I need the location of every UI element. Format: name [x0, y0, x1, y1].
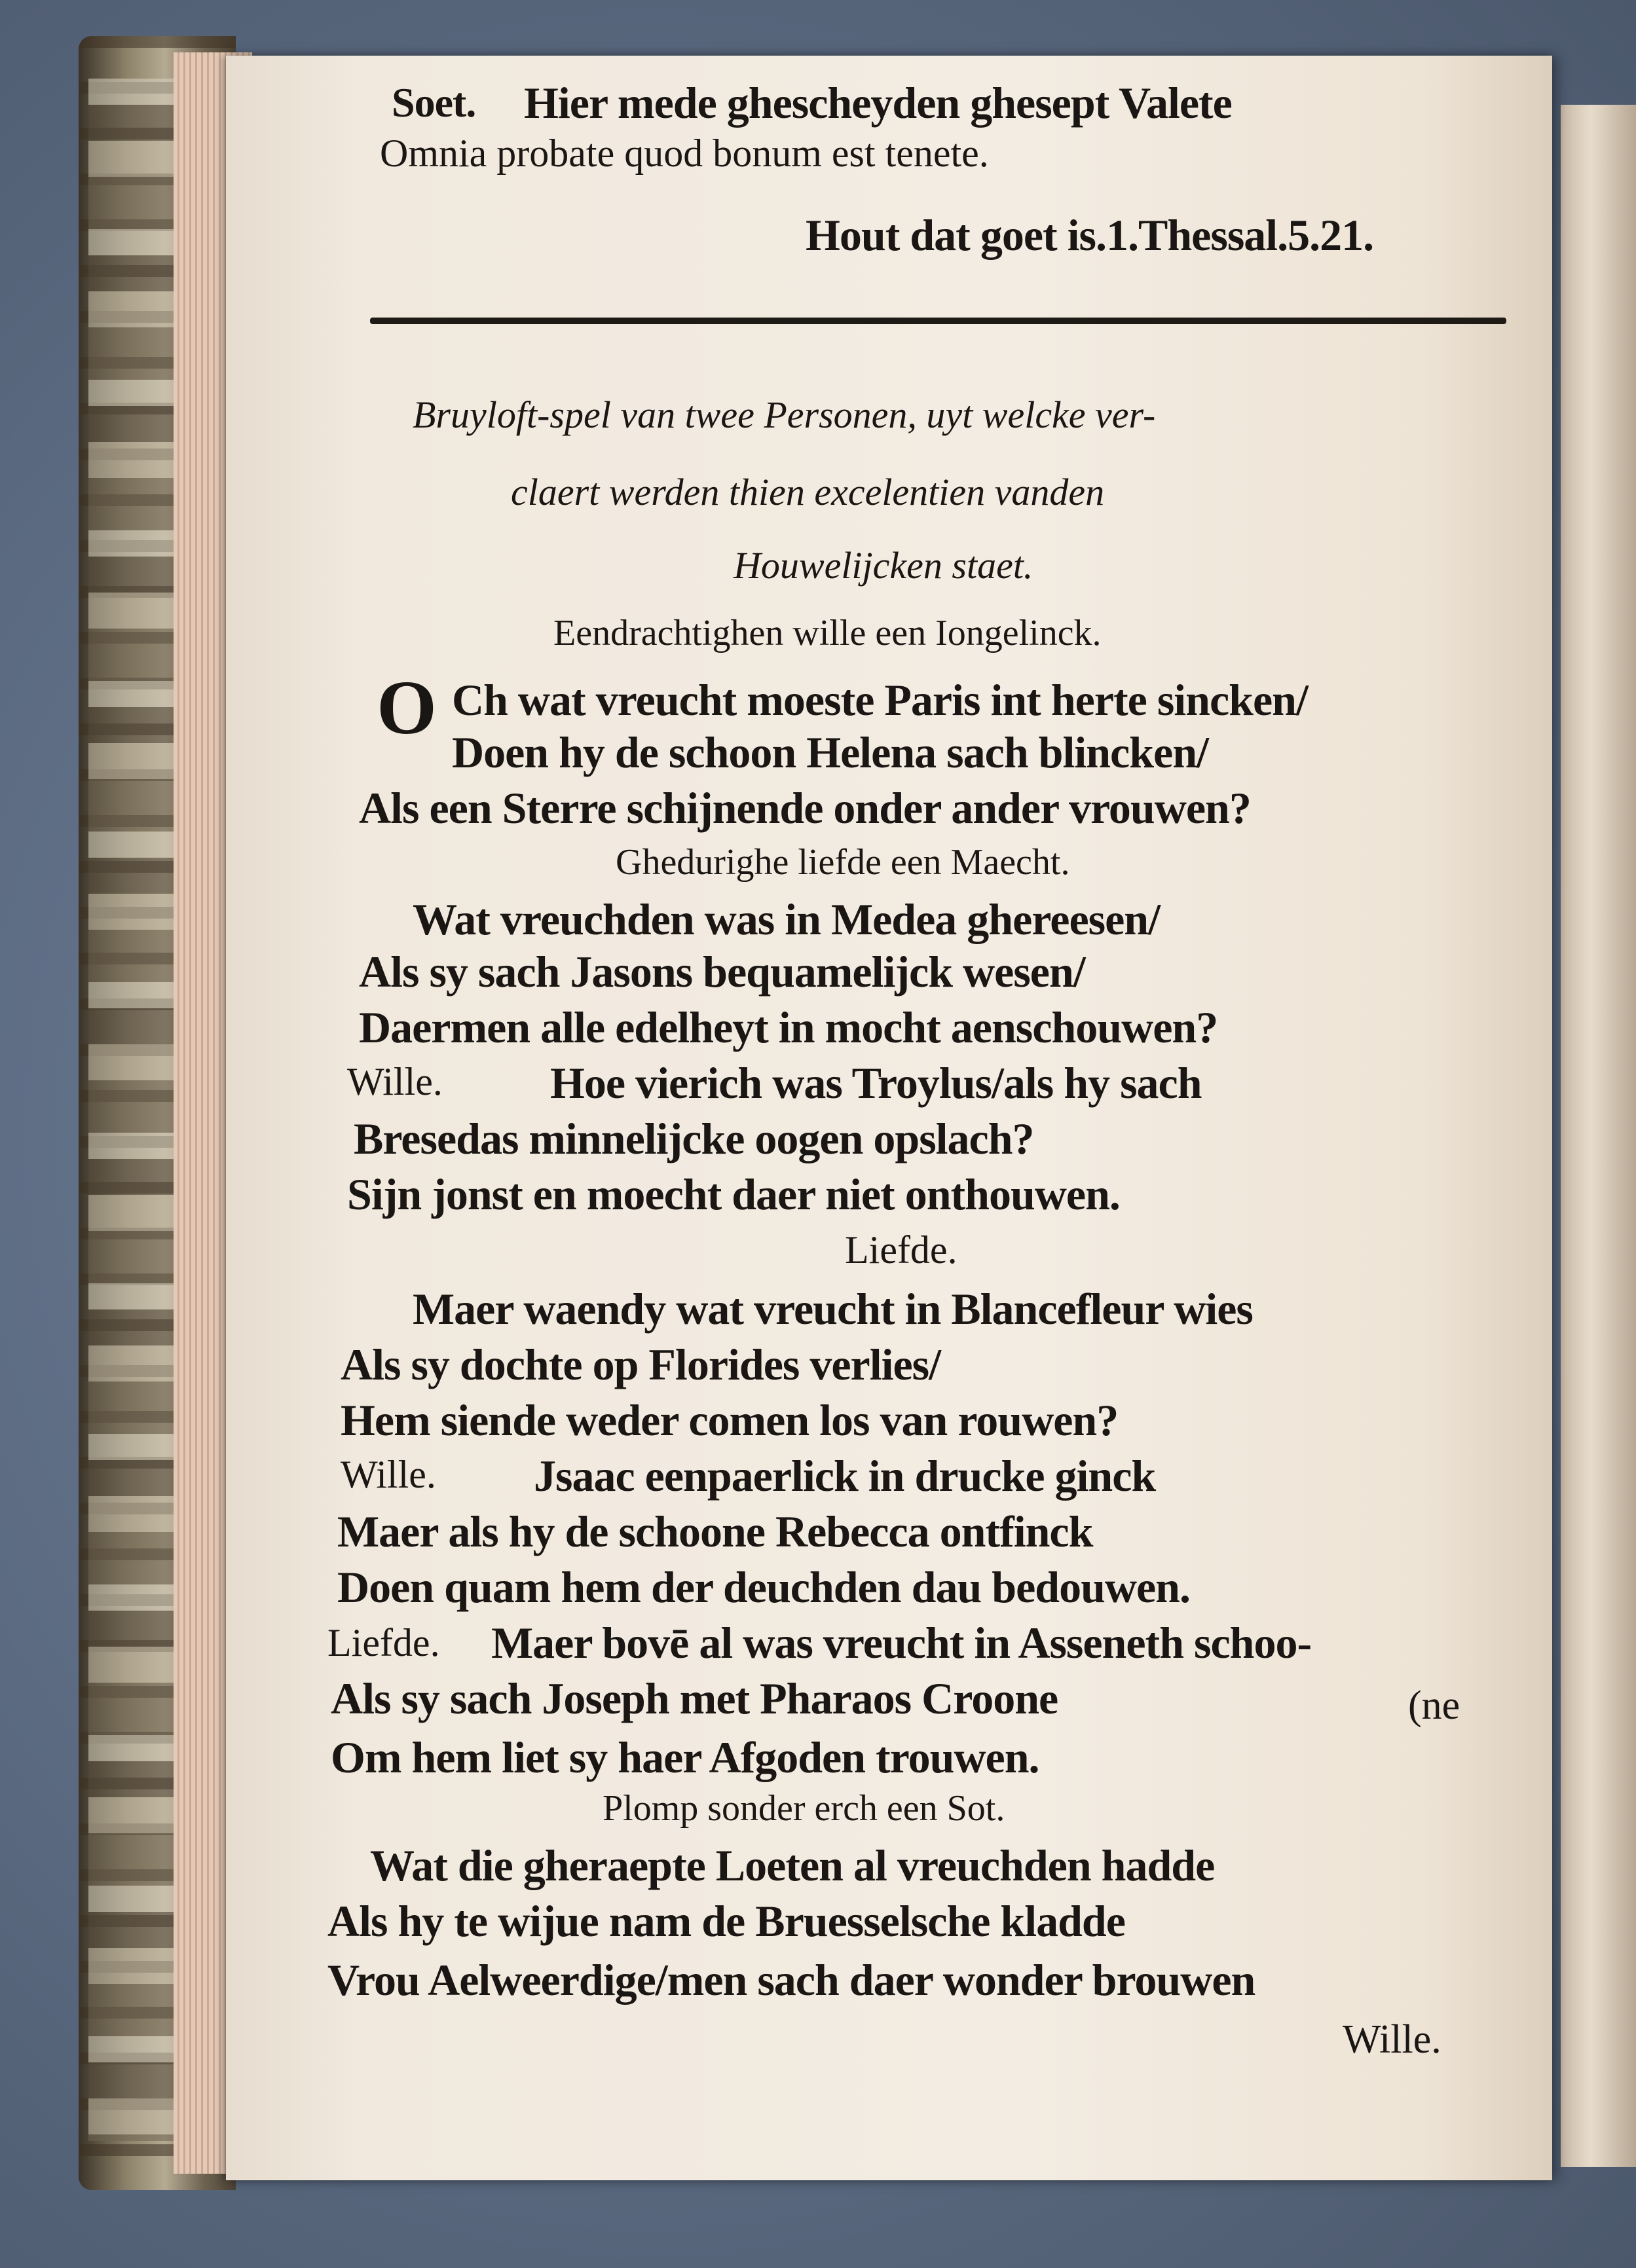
verse-line: Maer waendy wat vreucht in Blancefleur wies — [413, 1284, 1253, 1334]
title-line-2: claert werden thien excelentien vanden — [511, 471, 1105, 513]
role-heading: Eendrachtighen wille een Iongelinck. — [553, 613, 1102, 653]
verse-line: Sijn jonst en moecht daer niet onthouwen. — [347, 1169, 1120, 1219]
verse-line: Als sy sach Jasons bequamelijck wesen/ — [359, 947, 1085, 997]
divider-rule — [370, 318, 1506, 324]
title-line-3: Houwelijcken staet. — [734, 544, 1033, 587]
verse-line: Ch wat vreucht moeste Paris int herte sincken/ — [452, 675, 1308, 725]
verse-line: Jsaac eenpaerlick in drucke ginck — [534, 1451, 1156, 1501]
speaker-label: Wille. — [341, 1453, 436, 1496]
verse-line: Doen hy de schoon Helena sach blincken/ — [452, 727, 1208, 777]
verse-line: Als een Sterre schijnende onder ander vrouwen? — [359, 783, 1251, 833]
turnover-fragment: (ne — [1408, 1683, 1460, 1728]
title-line-1: Bruyloft-spel van twee Personen, uyt welcke ver- — [413, 393, 1156, 436]
speaker-label: Soet. — [392, 79, 476, 126]
role-heading: Plomp sonder erch een Sot. — [603, 1788, 1005, 1829]
verse-line: Hem siende weder comen los van rouwen? — [341, 1395, 1119, 1445]
verse-line: Maer als hy de schoone Rebecca ontfinck — [337, 1507, 1093, 1556]
top-line-2: Omnia probate quod bonum est tenete. — [380, 132, 989, 175]
role-heading: Ghedurighe liefde een Maecht. — [616, 842, 1070, 883]
verse-line: Daermen alle edelheyt in mocht aenschouwen? — [359, 1002, 1218, 1052]
facing-page-edge — [1561, 105, 1636, 2167]
verse-line: Maer bovē al was vreucht in Asseneth schoo- — [491, 1618, 1312, 1668]
drop-capital: O — [377, 665, 437, 750]
verse-line: Als sy sach Joseph met Pharaos Croone — [331, 1674, 1058, 1723]
scripture-reference: Hout dat goet is.1.Thessal.5.21. — [806, 210, 1374, 260]
verse-line: Als sy dochte op Florides verlies/ — [341, 1340, 941, 1389]
catchword: Wille. — [1343, 2017, 1441, 2062]
verse-line: Om hem liet sy haer Afgoden trouwen. — [331, 1732, 1039, 1782]
verse-line: Wat die gheraepte Loeten al vreuchden hadde — [370, 1840, 1215, 1890]
verse-line: Bresedas minnelijcke oogen opslach? — [354, 1114, 1034, 1163]
speaker-label: Liefde. — [327, 1621, 440, 1664]
cover-damage — [88, 79, 180, 2141]
speaker-label: Wille. — [347, 1060, 443, 1103]
verse-line: Wat vreuchden was in Medea ghereesen/ — [413, 894, 1160, 944]
verse-line: Als hy te wijue nam de Bruesselsche kladde — [327, 1896, 1125, 1946]
verse-line: Vrou Aelweerdige/men sach daer wonder brouwen — [327, 1955, 1255, 2005]
top-line-1: Hier mede ghescheyden ghesept Valete — [524, 78, 1232, 128]
verse-line: Hoe vierich was Troylus/als hy sach — [550, 1058, 1202, 1108]
verse-line: Doen quam hem der deuchden dau bedouwen. — [337, 1562, 1191, 1612]
role-heading: Liefde. — [845, 1228, 957, 1271]
